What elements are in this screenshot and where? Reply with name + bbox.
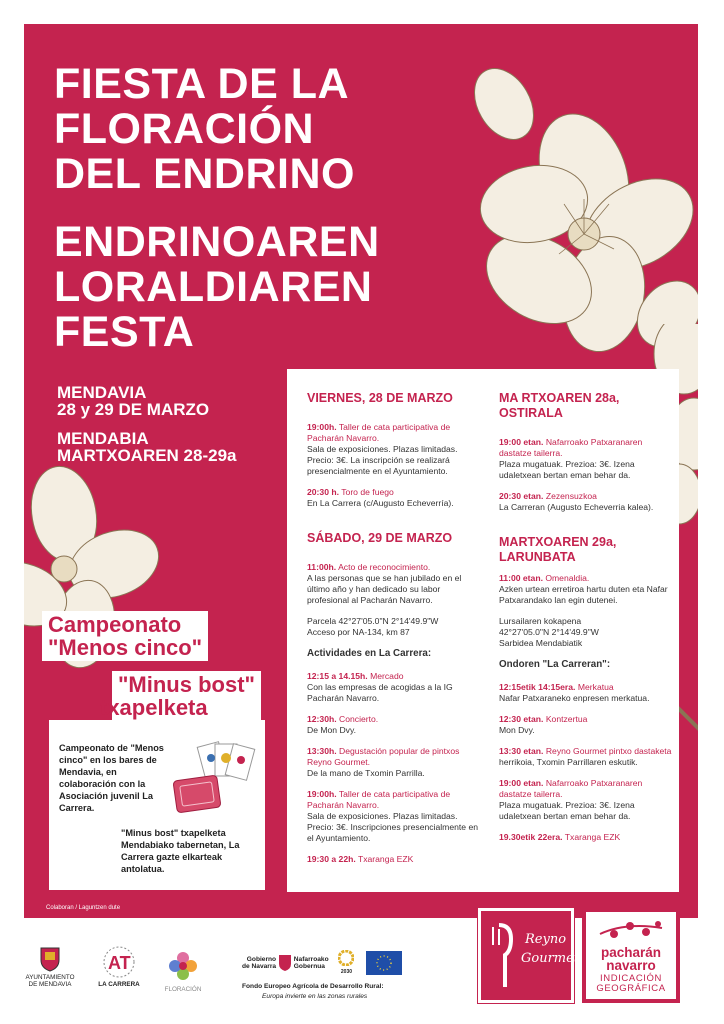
championship-title-line: txapelketa xyxy=(100,695,208,720)
event-time: 12:30h. xyxy=(307,714,337,724)
fund-tagline: Europa invierte en las zonas rurales xyxy=(262,993,368,1000)
ods-wheel-icon xyxy=(338,950,354,966)
day-title-line: MARTXOAREN 29a, xyxy=(499,535,617,549)
event-name: Zezensuzkoa xyxy=(545,491,597,501)
event-desc: Sala de exposiciones. Plazas limitadas. Precio: 3€. Inscripciones presencialmente en el Ayuntamiento. xyxy=(307,811,479,843)
day-title xyxy=(499,535,675,565)
day-title: SÁBADO, 29 DE MARZO xyxy=(307,531,453,545)
spoon-fork-icon xyxy=(485,921,525,991)
championship-text-eu: "Minus bost" txapelketa Mendabiako tabernetan, La Carrera gazte elkarteak antolatua. xyxy=(121,828,240,874)
event xyxy=(499,573,675,606)
title-line: DEL ENDRINO xyxy=(54,150,355,198)
gobierno-logo xyxy=(242,950,402,976)
sloe-branch-icon xyxy=(596,918,666,942)
day-title-line: LARUNBATA xyxy=(499,550,576,564)
event-time: 20:30 etan. xyxy=(499,491,544,501)
activities-title: Ondoren "La Carreran": xyxy=(499,659,611,670)
pacharan-name-line: pacharán xyxy=(600,945,662,960)
place-town: MENDABIA xyxy=(57,429,149,448)
event-name: Concierto. xyxy=(339,714,379,724)
event xyxy=(499,746,675,768)
event-time: 19:00 etan. xyxy=(499,778,544,788)
event-time: 11:00h. xyxy=(307,562,337,572)
event-name: Degustación popular de pintxos Reyno Gourmet. xyxy=(307,746,460,767)
programme-panel xyxy=(287,369,679,892)
poster-background xyxy=(24,24,698,918)
place-dates: MARTXOAREN 28-29a xyxy=(57,446,237,465)
event-time: 19:00h. xyxy=(307,422,337,432)
event-time: 12:15 a 14.15h. xyxy=(307,671,368,681)
event xyxy=(307,789,483,844)
event-time: 19:30 a 22h. xyxy=(307,854,356,864)
collaborators-label: Colaboran / Laguntzen dute xyxy=(46,905,121,911)
pacharan-name xyxy=(586,946,676,972)
event-name: Mercado xyxy=(370,671,404,681)
gourmet-label: Gourmet xyxy=(521,951,580,966)
pacharan-sub-line: INDICACIÓN xyxy=(600,973,662,984)
event-desc: En La Carrera (c/Augusto Echeverría). xyxy=(307,498,454,508)
championship-title-line: Campeonato xyxy=(48,612,182,637)
event xyxy=(499,437,675,481)
ayuntamiento-label: AYUNTAMIENTO DE MENDAVIA xyxy=(25,974,75,988)
title-line: LORALDIAREN xyxy=(54,263,373,311)
event xyxy=(307,746,483,779)
event-name: Nafarroako Patxaranaren dastatze tailerra. xyxy=(499,437,643,458)
pacharan-navarro-logo xyxy=(582,908,680,1003)
event xyxy=(307,854,483,865)
event-name: Toro de fuego xyxy=(341,487,394,497)
floracion-label: FLORACIÓN xyxy=(164,986,202,993)
event-desc: A las personas que se han jubilado en el último año y han dedicado su labor profesional al Pacharán Navarro. xyxy=(307,573,462,605)
floracion-flower-icon xyxy=(165,948,201,984)
event-desc: Azken urtean erretiroa hartu duten eta Nafar Patxarandako lan egin dutenei. xyxy=(499,584,668,605)
event-time: 19:00h. xyxy=(307,789,337,799)
pacharan-sub-line: GEOGRÁFICA xyxy=(596,983,666,994)
title-line: FIESTA DE LA xyxy=(54,60,350,108)
event xyxy=(499,778,675,822)
reyno-gourmet-logo xyxy=(478,908,580,1003)
place-es xyxy=(57,384,209,418)
programme-column-es xyxy=(307,369,483,875)
event-name: Nafarroako Patxaranaren dastatze tailerra. xyxy=(499,778,643,799)
event xyxy=(307,422,483,477)
pacharan-name-line: navarro xyxy=(606,958,656,973)
event-time: 11:00 etan. xyxy=(499,573,543,583)
gov-eu-label: Nafarroako Gobernua xyxy=(293,955,329,970)
fund-label: Fondo Europeo Agrícola de Desarrollo Rural: xyxy=(242,983,384,990)
championship-title-line: "Minus bost" xyxy=(118,672,255,697)
title-line: FESTA xyxy=(54,308,195,356)
place-dates: 28 y 29 DE MARZO xyxy=(57,400,210,419)
event-name: Taller de cata participativa de Pacharán Navarro. xyxy=(307,789,451,810)
programme-column-eu xyxy=(499,369,675,853)
event xyxy=(499,832,675,843)
day-title-line: MA RTXOAREN 28a, xyxy=(499,391,620,405)
event-name: Txaranga EZK xyxy=(357,854,414,864)
event xyxy=(499,682,675,704)
event-time: 12:15etik 14:15era. xyxy=(499,682,576,692)
day-title-line: OSTIRALA xyxy=(499,406,563,420)
coat-of-arms-icon xyxy=(39,946,61,972)
event xyxy=(307,562,483,606)
title-line: ENDRINOAREN xyxy=(54,218,380,266)
event-name: Taller de cata participativa de Pacharán Navarro. xyxy=(307,422,451,443)
floracion-logo xyxy=(158,948,208,993)
championship-box xyxy=(49,720,265,890)
event xyxy=(499,714,675,736)
eu-flag-icon xyxy=(366,951,402,975)
event-desc: Con las empresas de acogidas a la IG Pacharán Navarro. xyxy=(307,682,453,703)
event-desc: herrikoia, Txomin Parrillaren eskutik. xyxy=(499,757,638,767)
navarra-shield-icon xyxy=(278,954,292,972)
location-text: Parcela 42°27'05.0"N 2°14'49.9"W Acceso por NA-134, km 87 xyxy=(307,616,439,637)
event-desc: Plaza mugatuak. Prezioa: 3€. Izena udaletxean bertan eman behar da. xyxy=(499,800,635,821)
reyno-label: Reyno xyxy=(525,932,567,947)
ods-logo xyxy=(338,950,354,976)
championship-title-line: "Menos cinco" xyxy=(48,635,203,660)
pacharan-sub xyxy=(586,974,676,994)
event xyxy=(307,671,483,704)
location-text: Lursailaren kokapena 42°27'05.0"N 2°14'49.9"W Sarbidea Mendabiatik xyxy=(499,616,599,648)
event-desc: Sala de exposiciones. Plazas limitadas. Precio: 3€. La inscripción se realizará presencialmente en el Ayuntamiento. xyxy=(307,444,458,476)
place-eu xyxy=(57,430,237,464)
event xyxy=(499,491,675,513)
event-name: Omenaldia. xyxy=(545,573,590,583)
ayuntamiento-logo xyxy=(20,946,80,988)
event-desc: Plaza mugatuak. Prezioa: 3€. Izena udaletxean bertan eman behar da. xyxy=(499,459,635,480)
activities-title: Actividades en La Carrera: xyxy=(307,648,432,659)
event-time: 12:30 etan. xyxy=(499,714,544,724)
event-time: 20:30 h. xyxy=(307,487,340,497)
event-time: 13:30h. xyxy=(307,746,337,756)
event-desc: De Mon Dvy. xyxy=(307,725,357,735)
event xyxy=(307,487,483,509)
event-desc: De la mano de Txomin Parrilla. xyxy=(307,768,425,778)
event-time: 19:00 etan. xyxy=(499,437,544,447)
championship-title-eu xyxy=(100,671,261,721)
place-town: MENDAVIA xyxy=(57,383,147,402)
playing-cards-icon xyxy=(171,740,257,820)
la-carrera-logo xyxy=(93,945,145,988)
event-desc: Mon Dvy. xyxy=(499,725,535,735)
gov-es-label: Gobierno de Navarra xyxy=(242,955,277,970)
title-line: FLORACIÓN xyxy=(54,105,315,153)
event-time: 13:30 etan. xyxy=(499,746,544,756)
la-carrera-label: LA CARRERA xyxy=(98,981,140,988)
event-name: Txaranga EZK xyxy=(564,832,621,842)
day-title: VIERNES, 28 DE MARZO xyxy=(307,391,453,405)
event-desc: Nafar Patxaraneko enpresen merkatua. xyxy=(499,693,650,703)
day-title xyxy=(499,391,675,421)
event-name: Reyno Gourmet pintxo dastaketa xyxy=(545,746,672,756)
svg-text:AT: AT xyxy=(108,953,131,973)
la-carrera-icon xyxy=(99,945,139,979)
poster-title xyxy=(54,62,380,355)
event-name: Acto de reconocimiento. xyxy=(338,562,431,572)
event-desc: La Carreran (Augusto Echeverria kalea). xyxy=(499,502,654,512)
event-name: Kontzertua xyxy=(545,714,588,724)
event xyxy=(307,714,483,736)
event-time: 19.30etik 22era. xyxy=(499,832,563,842)
championship-title-es xyxy=(42,611,208,661)
championship-text-es: Campeonato de "Menos cinco" en los bares de Mendavia, en colaboración con la Asociación juvenil La Carrera. xyxy=(59,743,164,813)
ods-year: 2030 xyxy=(340,968,353,975)
event-name: Merkatua xyxy=(577,682,614,692)
